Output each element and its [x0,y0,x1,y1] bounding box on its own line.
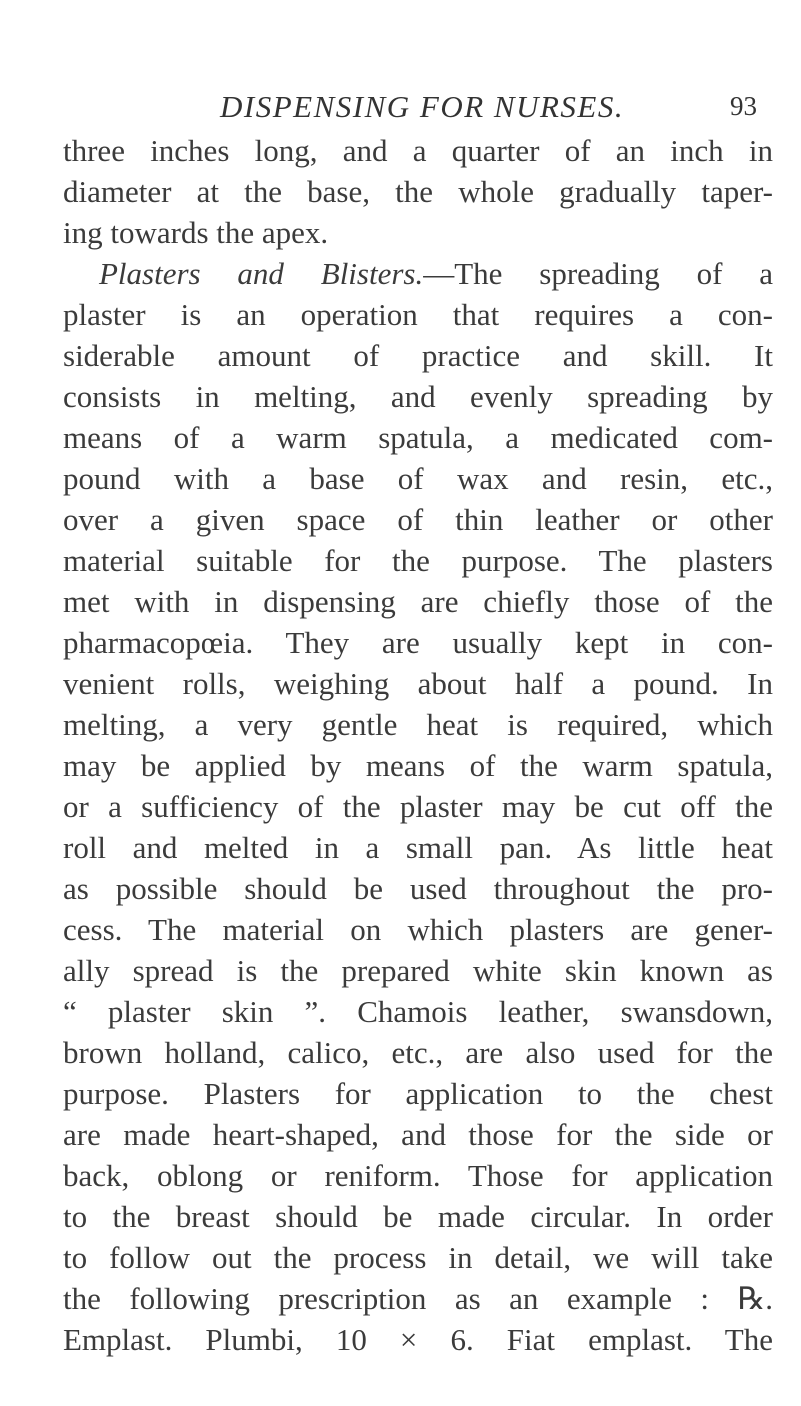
page-number: 93 [730,91,757,121]
text-line: Emplast. Plumbi, 10 × 6. Fiat emplast. The [63,1322,773,1357]
text-line: roll and melted in a small pan. As little heat [63,830,773,865]
text-line: to follow out the process in detail, we will take [63,1240,773,1275]
text-line: pound with a base of wax and resin, etc., [63,461,773,496]
text-line: plaster is an operation that requires a con- [63,297,773,332]
text-line: venient rolls, weighing about half a pound. In [63,666,773,701]
text-line: “ plaster skin ”. Chamois leather, swansdown, [63,994,773,1029]
text-line: are made heart-shaped, and those for the side or [63,1117,773,1152]
text-line: the following prescription as an example : ℞. [63,1281,773,1316]
text-line: as possible should be used throughout the pro- [63,871,773,906]
text-line: met with in dispensing are chiefly those of the [63,584,773,619]
body-text [63,130,773,1360]
text-line: over a given space of thin leather or other [63,502,773,537]
running-title: DISPENSING FOR NURSES. [220,89,625,124]
text-line: cess. The material on which plasters are gener- [63,912,773,947]
section-first-line-text: —The spreading of a [423,256,773,291]
text-line: may be applied by means of the warm spatula, [63,748,773,783]
text-line: diameter at the base, the whole gradually taper- [63,174,773,209]
text-line: brown holland, calico, etc., are also used for the [63,1035,773,1070]
section-first-line [63,253,773,294]
text-line: siderable amount of practice and skill. It [63,338,773,373]
text-line: means of a warm spatula, a medicated com- [63,420,773,455]
text-line: back, oblong or reniform. Those for application [63,1158,773,1193]
section-heading: Plasters and Blisters. [99,256,424,291]
text-line: pharmacopœia. They are usually kept in con- [63,625,773,660]
text-line: purpose. Plasters for application to the chest [63,1076,773,1111]
text-line: material suitable for the purpose. The plasters [63,543,773,578]
text-line: three inches long, and a quarter of an inch in [63,133,773,168]
text-line: consists in melting, and evenly spreading by [63,379,773,414]
text-line: ally spread is the prepared white skin known as [63,953,773,988]
text-line: ing towards the apex. [63,215,329,250]
text-line: to the breast should be made circular. In order [63,1199,773,1234]
text-line: or a sufficiency of the plaster may be cut off the [63,789,773,824]
text-line: melting, a very gentle heat is required, which [63,707,773,742]
